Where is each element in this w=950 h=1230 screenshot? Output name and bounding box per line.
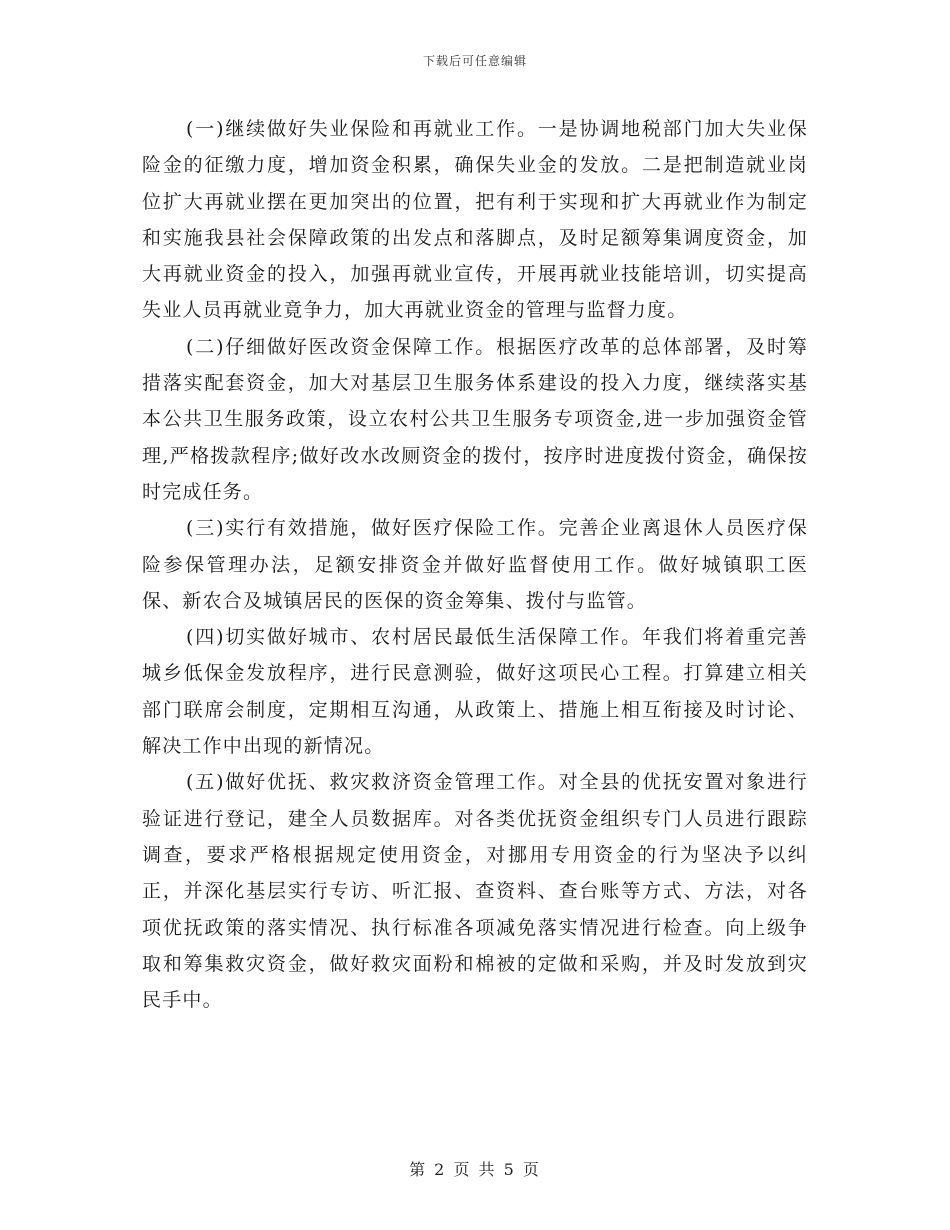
- paragraph-medical-insurance: (三)实行有效措施，做好医疗保险工作。完善企业离退休人员医疗保险参保管理办法，足额安排资金并做好监督使用工作。做好城镇职工医保、新农合及城镇居民的医保的资金筹集、拨付与监管。: [142, 517, 808, 612]
- page-number-footer: 第 2 页 共 5 页: [409, 1160, 541, 1179]
- paragraph-minimum-living-security: (四)切实做好城市、农村居民最低生活保障工作。年我们将着重完善城乡低保金发放程序，进行民意测验，做好这项民心工程。打算建立相关部门联席会制度，定期相互沟通，从政策上、措施上相互衔接及时讨论、解决工作中出现的新情况。: [142, 626, 808, 758]
- document-body: [142, 111, 808, 1018]
- paragraph-unemployment-insurance: (一)继续做好失业保险和再就业工作。一是协调地税部门加大失业保险金的征缴力度，增加资金积累，确保失业金的发放。二是把制造就业岗位扩大再就业摆在更加突出的位置，把有利于实现和扩大再就业作为制定和实施我县社会保障政策的出发点和落脚点，及时足额筹集调度资金，加大再就业资金的投入，加强再就业宣传，开展再就业技能培训，切实提高失业人员再就业竟争力，加大再就业资金的管理与监督力度。: [142, 118, 808, 322]
- paragraph-disaster-relief-funds: (五)做好优抚、救灾救济资金管理工作。对全县的优抚安置对象进行验证进行登记，建全人员数据库。对各类优抚资金组织专门人员进行跟踪调查，要求严格根据规定使用资金，对挪用专用资金的行为坚决予以纠正，并深化基层实行专访、听汇报、查资料、查台账等方式、方法，对各项优抚政策的落实情况、执行标准各项减免落实情况进行检查。向上级争取和筹集救灾资金，做好救灾面粉和棉被的定做和采购，并及时发放到灾民手中。: [142, 771, 808, 1012]
- page-header: 下载后可任意编辑: [422, 54, 527, 68]
- paragraph-medical-reform-funds: (二)仔细做好医改资金保障工作。根据医疗改革的总体部署，及时筹措落实配套资金，加大对基层卫生服务体系建设的投入力度，继续落实基本公共卫生服务政策，设立农村公共卫生服务专项资金,进一步加强资金管理,严格拨款程序;做好改水改厕资金的拨付，按序时进度拨付资金，确保按时完成任务。: [142, 335, 808, 503]
